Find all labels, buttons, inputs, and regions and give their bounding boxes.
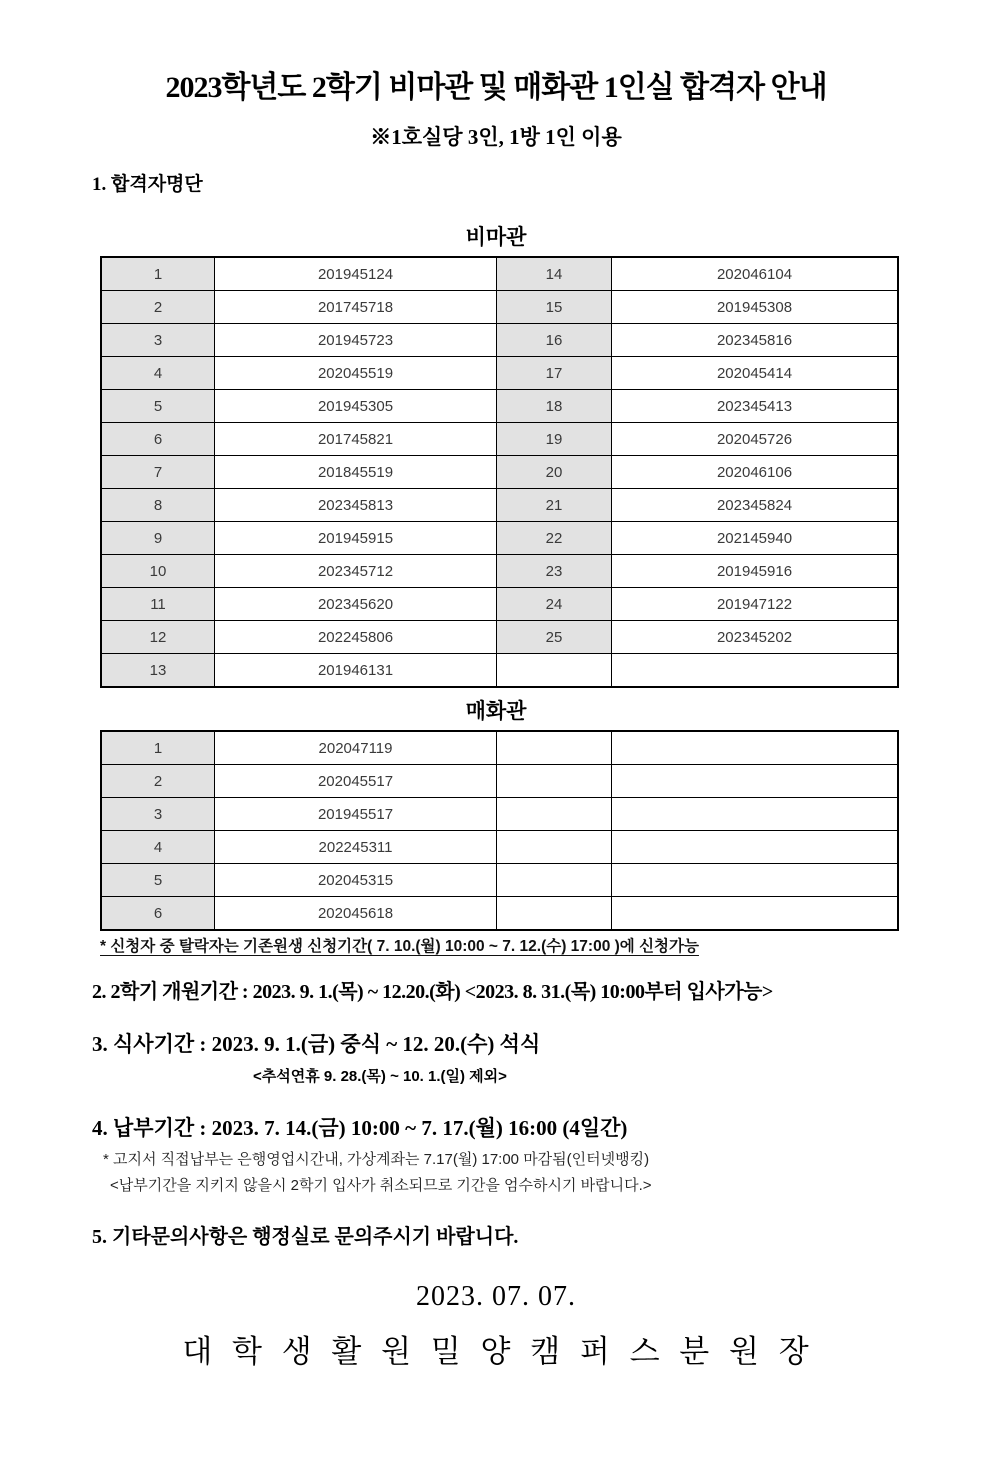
student-id-cell: 202045414	[612, 357, 899, 390]
student-id-cell: 202045315	[215, 864, 497, 897]
student-id-cell: 201946131	[215, 654, 497, 688]
student-id-cell: 202345712	[215, 555, 497, 588]
table-row	[101, 522, 898, 555]
student-id-cell: 201945916	[612, 555, 899, 588]
row-number-cell: 5	[101, 864, 215, 897]
table-row	[101, 456, 898, 489]
row-number-cell: 4	[101, 831, 215, 864]
row-number-cell: 9	[101, 522, 215, 555]
table-row	[101, 588, 898, 621]
student-id-cell	[612, 831, 899, 864]
student-id-cell: 201947122	[612, 588, 899, 621]
student-id-cell: 202345813	[215, 489, 497, 522]
student-id-cell	[612, 731, 899, 765]
section-4-payment-period: 4. 납부기간 : 2023. 7. 14.(금) 10:00 ~ 7. 17.(월) 16:00 (4일간)	[92, 1116, 628, 1140]
row-number-cell	[497, 654, 612, 688]
row-number-cell	[497, 897, 612, 931]
student-id-cell: 202345824	[612, 489, 899, 522]
student-id-cell: 201845519	[215, 456, 497, 489]
row-number-cell: 16	[497, 324, 612, 357]
table-row	[101, 621, 898, 654]
student-id-cell: 202045519	[215, 357, 497, 390]
table-row	[101, 324, 898, 357]
row-number-cell: 8	[101, 489, 215, 522]
row-number-cell	[497, 765, 612, 798]
student-id-cell: 202045618	[215, 897, 497, 931]
row-number-cell: 1	[101, 731, 215, 765]
student-id-cell: 202345202	[612, 621, 899, 654]
row-number-cell: 25	[497, 621, 612, 654]
row-number-cell	[497, 731, 612, 765]
row-number-cell: 6	[101, 423, 215, 456]
student-id-cell	[612, 864, 899, 897]
row-number-cell: 2	[101, 291, 215, 324]
section-3-holiday-note: <추석연휴 9. 28.(목) ~ 10. 1.(일) 제외>	[253, 1068, 507, 1085]
table-row	[101, 831, 898, 864]
student-id-cell	[612, 798, 899, 831]
section-5-inquiry: 5. 기타문의사항은 행정실로 문의주시기 바랍니다.	[92, 1226, 519, 1248]
row-number-cell: 13	[101, 654, 215, 688]
table-row	[101, 390, 898, 423]
student-id-cell: 202145940	[612, 522, 899, 555]
student-id-cell	[612, 654, 899, 688]
row-number-cell: 3	[101, 324, 215, 357]
row-number-cell: 7	[101, 456, 215, 489]
student-id-cell: 202245806	[215, 621, 497, 654]
student-id-cell: 202345816	[612, 324, 899, 357]
section-3-meal-period: 3. 식사기간 : 2023. 9. 1.(금) 중식 ~ 12. 20.(수) 석식	[92, 1032, 541, 1056]
student-id-cell	[612, 765, 899, 798]
bimagwan-roster-table	[100, 256, 899, 688]
row-number-cell: 6	[101, 897, 215, 931]
student-id-cell: 201745718	[215, 291, 497, 324]
maehwagwan-roster-table	[100, 730, 899, 931]
student-id-cell: 201945124	[215, 257, 497, 291]
row-number-cell: 20	[497, 456, 612, 489]
section-4-bank-note: * 고지서 직접납부는 은행영업시간내, 가상계좌는 7.17(월) 17:00 마감됨(인터넷뱅킹)	[103, 1151, 650, 1168]
student-id-cell: 202045726	[612, 423, 899, 456]
table-row	[101, 489, 898, 522]
row-number-cell: 11	[101, 588, 215, 621]
table-row	[101, 798, 898, 831]
row-number-cell: 22	[497, 522, 612, 555]
row-number-cell: 2	[101, 765, 215, 798]
row-number-cell	[497, 864, 612, 897]
student-id-cell: 201945308	[612, 291, 899, 324]
row-number-cell	[497, 831, 612, 864]
table-row	[101, 257, 898, 291]
row-number-cell: 23	[497, 555, 612, 588]
row-number-cell: 21	[497, 489, 612, 522]
student-id-cell: 201745821	[215, 423, 497, 456]
table-row	[101, 654, 898, 688]
student-id-cell: 202046106	[612, 456, 899, 489]
row-number-cell: 1	[101, 257, 215, 291]
student-id-cell: 202047119	[215, 731, 497, 765]
table-row	[101, 291, 898, 324]
row-number-cell: 24	[497, 588, 612, 621]
student-id-cell	[612, 897, 899, 931]
row-number-cell: 4	[101, 357, 215, 390]
section-2-opening-period: 2. 2학기 개원기간 : 2023. 9. 1.(목) ~ 12.20.(화) <2023. 8. 31.(목) 10:00부터 입사가능>	[92, 981, 773, 1003]
row-number-cell: 12	[101, 621, 215, 654]
table-row	[101, 423, 898, 456]
row-number-cell: 10	[101, 555, 215, 588]
document-title: 2023학년도 2학기 비마관 및 매화관 1인실 합격자 안내	[165, 71, 827, 104]
row-number-cell: 15	[497, 291, 612, 324]
row-number-cell: 14	[497, 257, 612, 291]
maehwagwan-table-caption: 매화관	[465, 699, 527, 723]
student-id-cell: 202245311	[215, 831, 497, 864]
waitlist-footnote: * 신청자 중 탈락자는 기존원생 신청기간( 7. 10.(월) 10:00 ~ 7. 12.(수) 17:00 )에 신청가능	[100, 938, 699, 955]
bimagwan-table-caption: 비마관	[465, 225, 527, 249]
row-number-cell: 18	[497, 390, 612, 423]
table-row	[101, 864, 898, 897]
student-id-cell: 202345620	[215, 588, 497, 621]
row-number-cell: 19	[497, 423, 612, 456]
row-number-cell	[497, 798, 612, 831]
document-date: 2023. 07. 07.	[416, 1281, 576, 1312]
table-row	[101, 555, 898, 588]
table-row	[101, 357, 898, 390]
student-id-cell: 202046104	[612, 257, 899, 291]
table-row	[101, 765, 898, 798]
signature-line: 대 학 생 활 원 밀 양 캠 퍼 스 분 원 장	[182, 1334, 810, 1369]
row-number-cell: 5	[101, 390, 215, 423]
table-row	[101, 897, 898, 931]
student-id-cell: 202345413	[612, 390, 899, 423]
student-id-cell: 201945305	[215, 390, 497, 423]
student-id-cell: 202045517	[215, 765, 497, 798]
document-subtitle: ※1호실당 3인, 1방 1인 이용	[370, 125, 622, 149]
row-number-cell: 3	[101, 798, 215, 831]
student-id-cell: 201945915	[215, 522, 497, 555]
section-1-heading: 1. 합격자명단	[92, 174, 203, 195]
document-page	[0, 62, 992, 1465]
section-4-cancellation-note: <납부기간을 지키지 않을시 2학기 입사가 취소되므로 기간을 엄수하시기 바랍니다.>	[110, 1177, 652, 1194]
table-row	[101, 731, 898, 765]
row-number-cell: 17	[497, 357, 612, 390]
student-id-cell: 201945517	[215, 798, 497, 831]
student-id-cell: 201945723	[215, 324, 497, 357]
